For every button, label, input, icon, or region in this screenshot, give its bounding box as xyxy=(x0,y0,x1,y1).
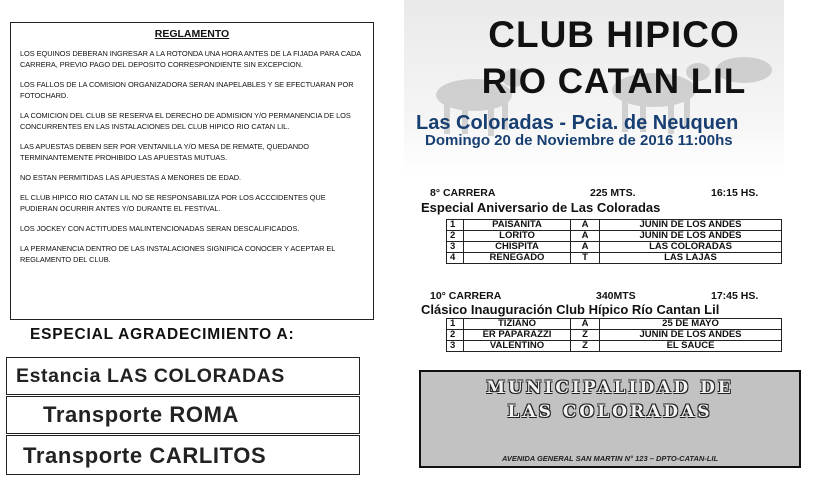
runner-number: 2 xyxy=(447,330,464,341)
runner-horse: VALENTINO xyxy=(464,341,571,352)
race8-runners-table xyxy=(446,219,782,264)
race10-name: Clásico Inauguración Club Hípico Río Cantan Lil xyxy=(421,302,720,317)
rule-item: LA PERMANENCIA DENTRO DE LAS INSTALACIONES SIGNIFICA CONOCER Y ACEPTAR EL REGLAMENTO DEL CLUB. xyxy=(20,243,336,264)
race10-time: 17:45 HS. xyxy=(711,290,759,302)
runner-category: A xyxy=(571,319,600,330)
sponsor-transporte-roma: Transporte ROMA xyxy=(6,396,360,434)
race10-distance: 340MTS xyxy=(596,290,636,302)
table-row xyxy=(447,220,782,231)
reglamento-box xyxy=(10,22,374,320)
runner-category: A xyxy=(571,220,600,231)
municipalidad-line-2: LAS COLORADAS xyxy=(507,402,713,422)
club-name-line-1: CLUB HIPICO xyxy=(488,14,740,55)
runner-number: 2 xyxy=(447,231,464,242)
runner-horse: CHISPITA xyxy=(464,242,571,253)
race8-number: 8° CARRERA xyxy=(430,187,496,199)
table-row xyxy=(447,253,782,264)
runner-origin: JUNIN DE LOS ANDES xyxy=(600,220,782,231)
runner-origin: LAS COLORADAS xyxy=(600,242,782,253)
rule-item: LOS EQUINOS DEBERAN INGRESAR A LA ROTONDA UNA HORA ANTES DE LA FIJADA PARA CADA CARRERA, PREVIO PAGO DEL DEPOSITO CORRESPONDIENTE SIN EXCEPCION. xyxy=(20,49,361,70)
agradecimiento-heading: ESPECIAL AGRADECIMIENTO A: xyxy=(30,326,295,343)
runner-category: Z xyxy=(571,330,600,341)
runner-horse: PAISANITA xyxy=(464,220,571,231)
runner-horse: LORITO xyxy=(464,231,571,242)
table-row xyxy=(447,330,782,341)
rule-item: EL CLUB HIPICO RIO CATAN LIL NO SE RESPONSABILIZA POR LOS ACCCIDENTES QUE PUDIERAN OCURRIR ANTES Y/O DURANTE EL FESTIVAL. xyxy=(20,192,326,213)
race8-time: 16:15 HS. xyxy=(711,187,759,199)
municipalidad-line-1: MUNICIPALIDAD DE xyxy=(486,378,734,398)
rule-item: LOS JOCKEY CON ACTITUDES MALINTENCIONADAS SERAN DESCALIFICADOS. xyxy=(20,223,300,233)
runner-origin: JUNIN DE LOS ANDES xyxy=(600,330,782,341)
rule-item: LA COMICION DEL CLUB SE RESERVA EL DERECHO DE ADMISION Y/O PERMANENCIA DE LOS CONCURRENTES EN LAS INSTALACIONES DEL CLUB HIPICO RIO CATAN LIL. xyxy=(20,111,351,132)
runner-category: A xyxy=(571,242,600,253)
runner-number: 3 xyxy=(447,341,464,352)
sponsor-transporte-carlitos: Transporte CARLITOS xyxy=(6,435,360,475)
table-row xyxy=(447,341,782,352)
table-row xyxy=(447,242,782,253)
rule-item: NO ESTAN PERMITIDAS LAS APUESTAS A MENORES DE EDAD. xyxy=(20,173,241,182)
runner-number: 3 xyxy=(447,242,464,253)
runner-origin: 25 DE MAYO xyxy=(600,319,782,330)
race8-name: Especial Aniversario de Las Coloradas xyxy=(421,200,661,215)
runner-category: T xyxy=(571,253,600,264)
runner-horse: ER PAPARAZZI xyxy=(464,330,571,341)
runner-horse: TIZIANO xyxy=(464,319,571,330)
reglamento-title: REGLAMENTO xyxy=(154,28,230,40)
runner-origin: LAS LAJAS xyxy=(600,253,782,264)
sponsor-estancia: Estancia LAS COLORADAS xyxy=(6,357,360,395)
table-row xyxy=(447,231,782,242)
club-name-line-2: RIO CATAN LIL xyxy=(481,62,747,101)
race8-distance: 225 MTS. xyxy=(590,187,636,199)
rule-item: LAS APUESTAS DEBEN SER POR VENTANILLA Y/O MESA DE REMATE, QUEDANDO TERMINANTEMENTE PROHIBIDO LAS APUESTAS MUTUAS. xyxy=(20,142,309,163)
runner-category: Z xyxy=(571,341,600,352)
runner-category: A xyxy=(571,231,600,242)
race10-runners-table xyxy=(446,318,782,352)
reglamento-rules-list xyxy=(20,48,365,274)
event-date: Domingo 20 de Noviembre de 2016 11:00hs xyxy=(425,132,733,149)
municipalidad-box xyxy=(419,370,801,468)
runner-origin: EL SAUCE xyxy=(600,341,782,352)
rule-item: LOS FALLOS DE LA COMISION ORGANIZADORA SERAN INAPELABLES Y SE EFECTUARAN POR FOTOCHARD. xyxy=(20,80,354,101)
runner-origin: JUNIN DE LOS ANDES xyxy=(600,231,782,242)
runner-number: 4 xyxy=(447,253,464,264)
municipalidad-address: AVENIDA GENERAL SAN MARTIN N° 123 – DPTO-CATAN-LIL xyxy=(501,454,719,463)
runner-number: 1 xyxy=(447,319,464,330)
race10-number: 10° CARRERA xyxy=(430,290,502,302)
table-row xyxy=(447,319,782,330)
runner-number: 1 xyxy=(447,220,464,231)
event-location: Las Coloradas - Pcia. de Neuquen xyxy=(416,112,739,134)
runner-horse: RENEGADO xyxy=(464,253,571,264)
